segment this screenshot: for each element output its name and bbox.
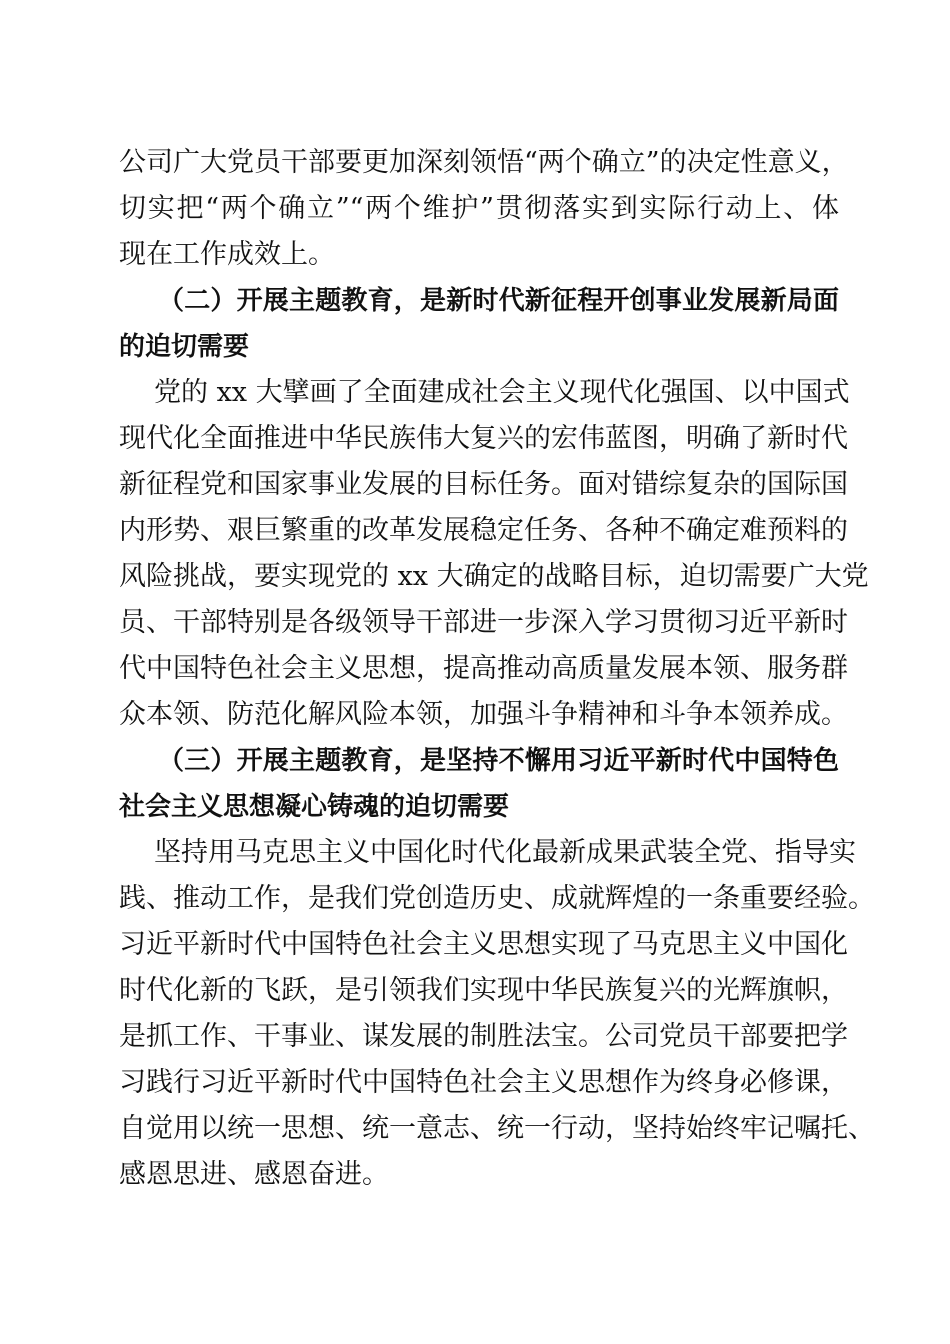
paragraph-3-line-5: 是抓工作、干事业、谋发展的制胜法宝。公司党员干部要把学 — [119, 1021, 848, 1052]
paragraph-2-line-4: 内形势、艰巨繁重的改革发展稳定任务、各种不确定难预料的 — [119, 515, 848, 546]
paragraph-2-line-7: 代中国特色社会主义思想，提高推动高质量发展本领、服务群 — [119, 653, 848, 684]
paragraph-1-line-1: 公司广大党员干部要更加深刻领悟“两个确立”的决定性意义， — [119, 147, 849, 178]
paragraph-3-line-2: 践、推动工作，是我们党创造历史、成就辉煌的一条重要经验。 — [119, 883, 875, 914]
section-heading-3-line-1: （三）开展主题教育，是坚持不懈用习近平新时代中国特色 — [158, 746, 839, 776]
paragraph-2-line-5: 风险挑战，要实现党的 xx 大确定的战略目标，迫切需要广大党 — [119, 561, 869, 592]
paragraph-3-line-1: 坚持用马克思主义中国化时代化最新成果武装全党、指导实 — [154, 837, 856, 868]
paragraph-2-line-2: 现代化全面推进中华民族伟大复兴的宏伟蓝图，明确了新时代 — [119, 423, 848, 454]
section-heading-3-line-2: 社会主义思想凝心铸魂的迫切需要 — [119, 792, 510, 822]
section-heading-2-line-2: 的迫切需要 — [119, 332, 250, 362]
paragraph-2-line-6: 员、干部特别是各级领导干部进一步深入学习贯彻习近平新时 — [119, 607, 848, 638]
paragraph-3-line-7: 自觉用以统一思想、统一意志、统一行动，坚持始终牢记嘱托、 — [119, 1113, 875, 1144]
paragraph-2-line-3: 新征程党和国家事业发展的目标任务。面对错综复杂的国际国 — [119, 469, 848, 500]
paragraph-2-line-1: 党的 xx 大擘画了全面建成社会主义现代化强国、以中国式 — [154, 377, 850, 408]
paragraph-3-line-4: 时代化新的飞跃，是引领我们实现中华民族复兴的光辉旗帜， — [119, 975, 848, 1006]
section-heading-2-line-1: （二）开展主题教育，是新时代新征程开创事业发展新局面 — [158, 286, 839, 316]
paragraph-3-line-3: 习近平新时代中国特色社会主义思想实现了马克思主义中国化 — [119, 929, 848, 960]
paragraph-3-line-6: 习践行习近平新时代中国特色社会主义思想作为终身必修课， — [119, 1067, 848, 1098]
paragraph-3-line-8: 感恩思进、感恩奋进。 — [119, 1159, 389, 1190]
paragraph-1-line-2: 切实把“两个确立”“两个维护”贯彻落实到实际行动上、体 — [119, 193, 839, 224]
paragraph-2-line-8: 众本领、防范化解风险本领，加强斗争精神和斗争本领养成。 — [119, 699, 848, 730]
paragraph-1-line-3: 现在工作成效上。 — [119, 239, 335, 270]
